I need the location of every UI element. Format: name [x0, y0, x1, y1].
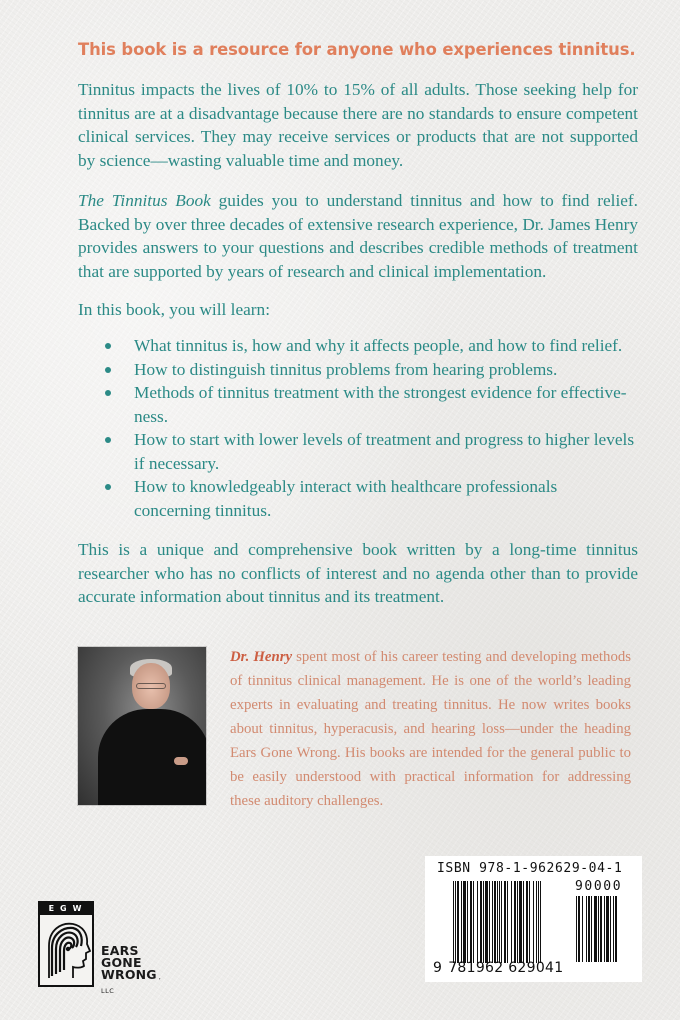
bullet-icon — [105, 343, 111, 349]
logo-band: EGW — [40, 903, 92, 915]
list-item-text: How to distinguish tinnitus problems from hearing problems. — [134, 359, 558, 379]
author-bio-text: spent most of his career testing and developing methods of tinnitus clinical management. He is one of the world’s leading experts in evaluating and treating tinnitus. He now writes books about tinnitus, hyperacusis, and hearing loss—under the heading Ears Gone Wrong. His books are intended for the general public to be easily understood with practical information for addressing these auditory challenges. — [230, 649, 631, 809]
logo-word-wrong: WRONG — [101, 967, 157, 982]
author-name: Dr. Henry — [230, 649, 293, 665]
barcode-addon-bars — [576, 896, 632, 962]
bullet-icon — [105, 390, 111, 396]
logo-wordmark — [101, 945, 161, 997]
list-item — [78, 358, 638, 382]
bullet-icon — [105, 484, 111, 490]
isbn-barcode — [425, 856, 642, 982]
barcode-bars — [453, 881, 565, 963]
book-description-text: guides you to understand tinnitus and how to find relief. Backed by over three decades of extensive research experience, Dr. James Henry provides answers to your questions and describes credible methods of treatment that are supported by years of research and clinical implementation. — [78, 191, 638, 281]
bullet-icon — [105, 437, 111, 443]
logo-word-gone: GONE — [101, 955, 142, 970]
list-item — [78, 475, 638, 522]
author-bio — [230, 645, 631, 813]
intro-paragraph: Tinnitus impacts the lives of 10% to 15% of all adults. Those seeking help for tinnitus are at a disadvantage because there are no standards to ensure competent clinical services. They may receive services or products that are not supported by science—wasting valuable time and money. — [78, 80, 638, 170]
isbn-lead-digit: 9 — [433, 960, 443, 976]
book-description-paragraph — [78, 189, 638, 283]
isbn-digits — [433, 960, 563, 976]
isbn-label: ISBN 978-1-962629-04-1 — [437, 861, 623, 876]
logo-suffix: , LLC — [101, 973, 162, 995]
list-item-text: How to knowledgeably interact with healthcare professionals concerning tinnitus. — [134, 477, 558, 520]
list-item-text: How to start with lower levels of treatment and progress to higher levels if necessary. — [134, 430, 635, 473]
isbn-digit-groups: 781962 629041 — [448, 960, 564, 976]
learn-intro: In this book, you will learn: — [78, 300, 270, 319]
price-code: 90000 — [575, 879, 623, 894]
learn-list — [78, 334, 638, 522]
logo-word-ears: EARS — [101, 943, 139, 958]
author-photo — [78, 647, 206, 805]
list-item — [78, 381, 638, 428]
head-spiral-icon — [43, 918, 91, 984]
bullet-icon — [105, 367, 111, 373]
logo-frame — [38, 901, 94, 987]
summary-paragraph: This is a unique and comprehensive book written by a long-time tinnitus researcher who has no conflicts of interest and no agenda other than to provide accurate information about tinnitus and its treatment. — [78, 540, 638, 606]
book-title: The Tinnitus Book — [78, 191, 211, 210]
list-item-text: Methods of tinnitus treatment with the strongest evidence for effective-ness. — [134, 383, 627, 426]
list-item — [78, 334, 638, 358]
headline: This book is a resource for anyone who experiences tinnitus. — [78, 40, 636, 59]
list-item-text: What tinnitus is, how and why it affects people, and how to find relief. — [134, 336, 623, 355]
list-item — [78, 428, 638, 475]
